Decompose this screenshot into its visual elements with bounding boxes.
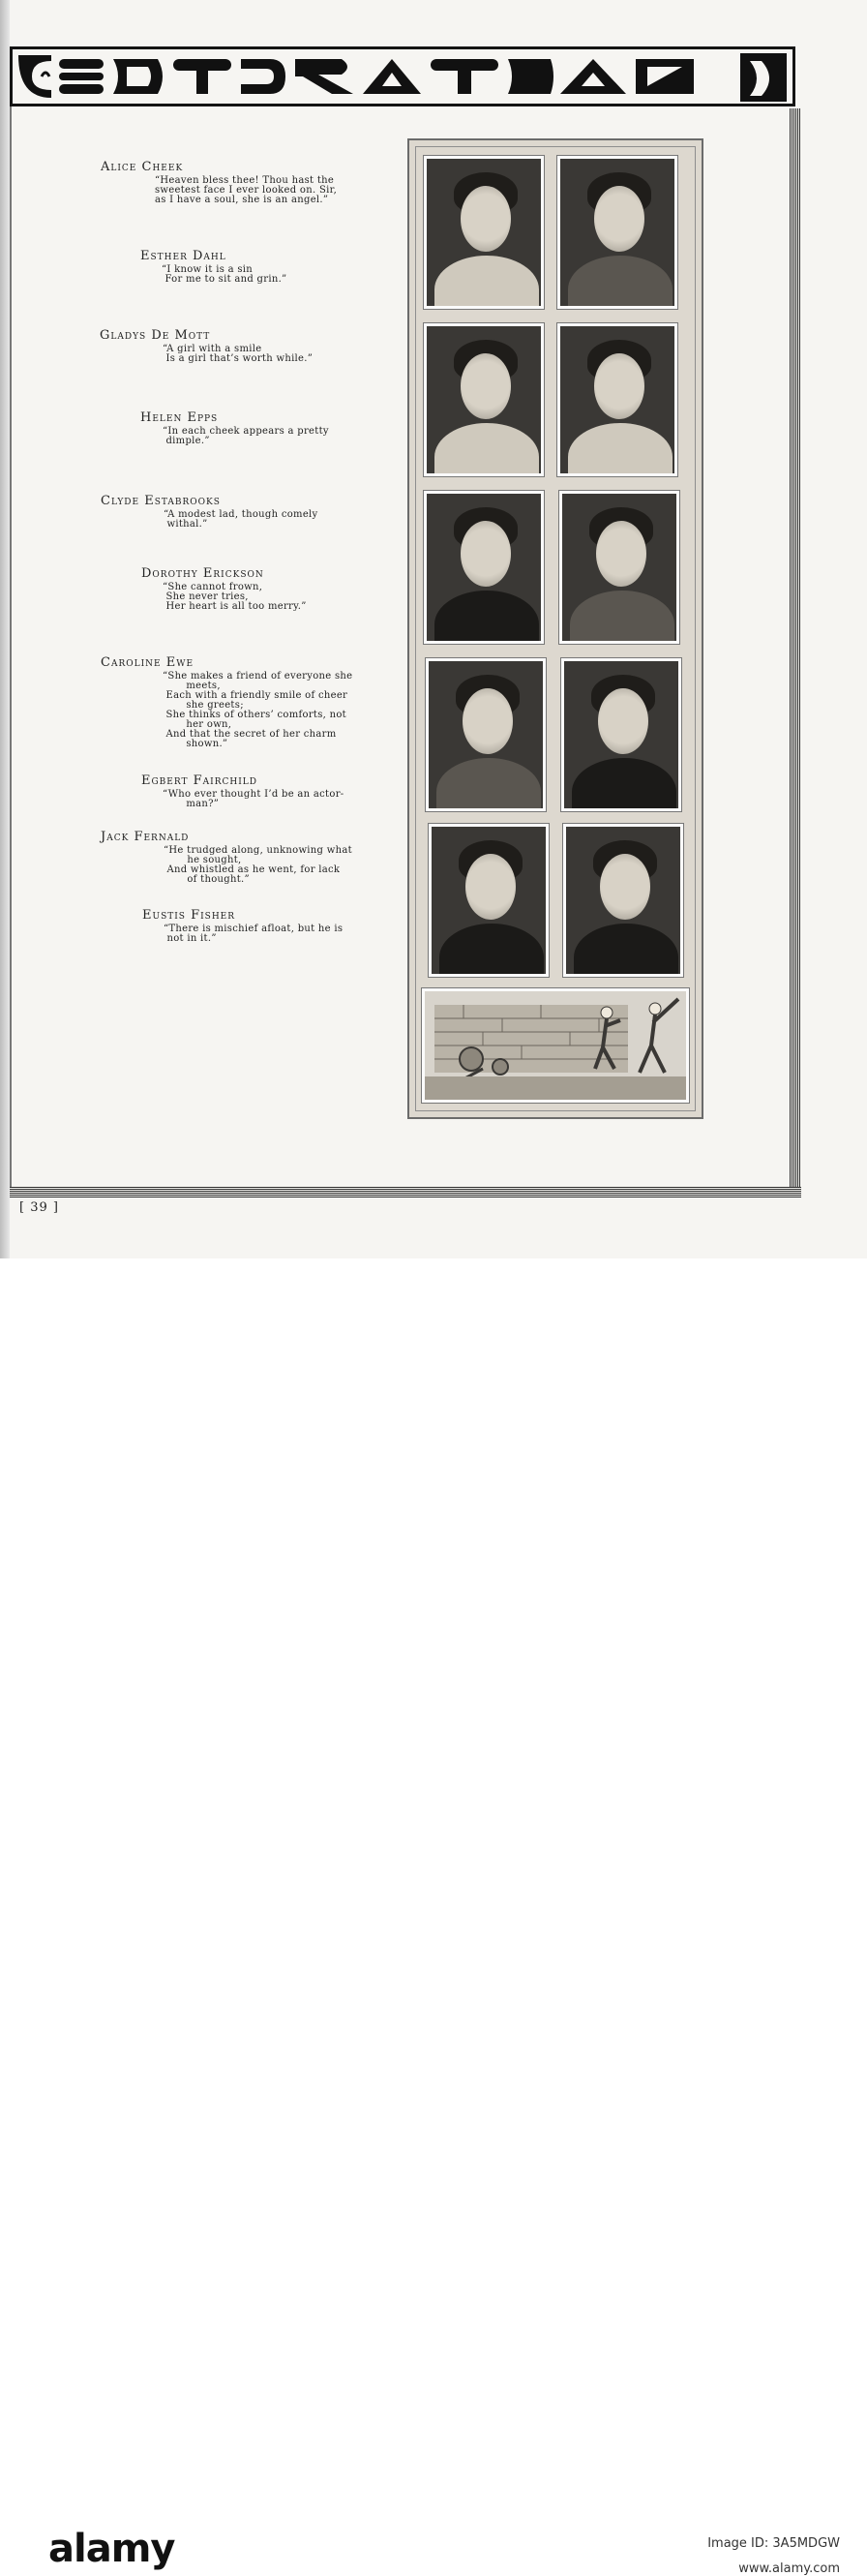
entry-egbert-fairchild	[141, 773, 344, 809]
watermark-logo: alamy	[48, 2527, 175, 2571]
student-name: Caroline Ewe	[101, 655, 194, 670]
page-number: [ 39 ]	[19, 1200, 59, 1215]
decorative-illustration	[422, 988, 689, 1103]
frame-bottom-border	[10, 1187, 801, 1197]
student-name: Dorothy Erickson	[141, 566, 264, 581]
site-url-label: www.alamy.com	[738, 2561, 840, 2576]
portrait-photo-egbert-fairchild	[561, 658, 681, 811]
student-quote: “She makes a friend of everyone she meets, Each with a friendly smile of cheer she greets; She thinks of others’ comforts, not her own, And that the secret of her charm shown.”	[163, 671, 353, 749]
student-quote: “In each cheek appears a pretty dimple.”	[163, 426, 329, 446]
portrait-photo-eustis-fisher	[563, 824, 683, 977]
student-quote: “A modest lad, though comely withal.”	[164, 509, 318, 530]
entry-caroline-ewe	[101, 655, 352, 749]
frame-left-rule	[10, 106, 12, 1191]
student-name: Helen Epps	[140, 410, 219, 425]
student-name: Alice Cheek	[101, 160, 184, 174]
portrait-photo-caroline-ewe	[426, 658, 546, 811]
frame-right-border	[790, 108, 800, 1195]
portrait-photo-esther-dahl	[557, 156, 677, 309]
student-quote: “A girl with a smile Is a girl that’s worth while.”	[163, 344, 314, 364]
book-spine-edge	[0, 0, 10, 1258]
entry-esther-dahl	[140, 249, 286, 285]
student-quote: “She cannot frown, She never tries, Her heart is all too merry.”	[163, 582, 307, 612]
header-banner	[10, 46, 795, 106]
portrait-photo-jack-fernald	[429, 824, 549, 977]
student-name: Egbert Fairchild	[141, 773, 257, 788]
portrait-photo-helen-epps	[557, 323, 677, 476]
portrait-photo-alice-cheek	[424, 156, 544, 309]
student-quote: “Who ever thought I’d be an actor- man?”	[163, 789, 344, 809]
student-name: Gladys De Mott	[100, 328, 211, 343]
portrait-photo-clyde-estabrooks	[424, 491, 544, 644]
entry-dorothy-erickson	[141, 566, 307, 612]
portrait-photo-dorothy-erickson	[559, 491, 679, 644]
watermark-footer	[0, 1258, 867, 2576]
entry-jack-fernald	[101, 830, 352, 885]
image-id-label: Image ID: 3A5MDGW	[707, 2536, 840, 2551]
student-name: Esther Dahl	[140, 249, 226, 263]
student-quote: “There is mischief afloat, but he is not in it.”	[164, 924, 344, 944]
student-name: Clyde Estabrooks	[101, 494, 221, 508]
student-name: Jack Fernald	[101, 830, 190, 844]
entry-alice-cheek	[101, 160, 337, 205]
entry-helen-epps	[140, 410, 329, 446]
portrait-photo-gladys-de-mott	[424, 323, 544, 476]
student-quote: “I know it is a sin For me to sit and grin.”	[162, 264, 287, 285]
entry-clyde-estabrooks	[101, 494, 318, 530]
student-quote: “Heaven bless thee! Thou hast the sweetest face I ever looked on. Sir, as I have a soul, she is an angel.”	[155, 175, 338, 205]
workers-wall-illustration	[425, 991, 686, 1100]
student-name: Eustis Fisher	[142, 908, 236, 923]
entry-gladys-de-mott	[100, 328, 313, 364]
student-quote: “He trudged along, unknowing what he sought, And whistled as he went, for lack of thought.”	[164, 845, 352, 885]
entry-eustis-fisher	[142, 908, 343, 944]
ornamental-title-lettering	[13, 49, 792, 104]
yearbook-page	[0, 0, 867, 1258]
